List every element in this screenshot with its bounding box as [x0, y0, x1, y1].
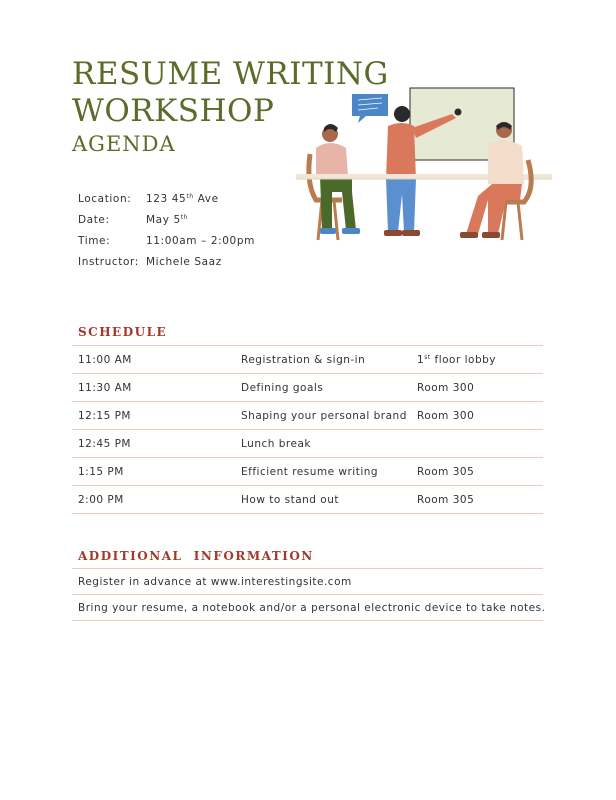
schedule-activity: Defining goals — [241, 381, 324, 394]
schedule-activity: Lunch break — [241, 437, 311, 450]
table-row — [72, 373, 543, 401]
schedule-activity: Registration & sign-in — [241, 353, 366, 366]
detail-label: Time: — [78, 234, 111, 247]
schedule-location: Room 305 — [417, 465, 475, 478]
additional-info-heading: ADDITIONAL INFORMATION — [78, 549, 314, 563]
detail-label: Location: — [78, 192, 132, 205]
detail-location — [78, 188, 255, 209]
page-subtitle: AGENDA — [72, 132, 176, 156]
schedule-activity: Efficient resume writing — [241, 465, 379, 478]
event-details — [78, 188, 255, 272]
schedule-time: 12:45 PM — [78, 437, 131, 450]
schedule-location: 1st floor lobby — [417, 353, 497, 366]
schedule-time: 11:00 AM — [78, 353, 132, 366]
meeting-illustration-icon — [292, 84, 554, 244]
schedule-table — [72, 345, 543, 514]
schedule-location: Room 300 — [417, 409, 475, 422]
info-line-bring: Bring your resume, a notebook and/or a personal electronic device to take notes. — [72, 594, 543, 621]
schedule-activity: How to stand out — [241, 493, 339, 506]
table-row — [72, 485, 543, 514]
table-row — [72, 457, 543, 485]
info-line-register: Register in advance at www.interestingsite.com — [72, 568, 543, 594]
detail-label: Instructor: — [78, 255, 139, 268]
schedule-time: 12:15 PM — [78, 409, 131, 422]
schedule-heading: SCHEDULE — [78, 325, 168, 339]
page-title: RESUME WRITING WORKSHOP — [72, 56, 389, 129]
additional-info-list — [72, 568, 546, 621]
schedule-location: Room 305 — [417, 493, 475, 506]
detail-value: Michele Saaz — [146, 255, 222, 268]
schedule-location: Room 300 — [417, 381, 475, 394]
detail-label: Date: — [78, 213, 110, 226]
schedule-time: 11:30 AM — [78, 381, 132, 394]
detail-value: May 5th — [146, 213, 189, 226]
detail-date — [78, 209, 255, 230]
table-row — [72, 345, 543, 373]
table-row — [72, 401, 543, 429]
detail-value: 11:00am – 2:00pm — [146, 234, 255, 247]
detail-value: 123 45th Ave — [146, 192, 219, 205]
schedule-time: 2:00 PM — [78, 493, 124, 506]
schedule-activity: Shaping your personal brand — [241, 409, 407, 422]
detail-time — [78, 230, 255, 251]
table-row — [72, 429, 543, 457]
detail-instructor — [78, 251, 255, 272]
schedule-time: 1:15 PM — [78, 465, 124, 478]
